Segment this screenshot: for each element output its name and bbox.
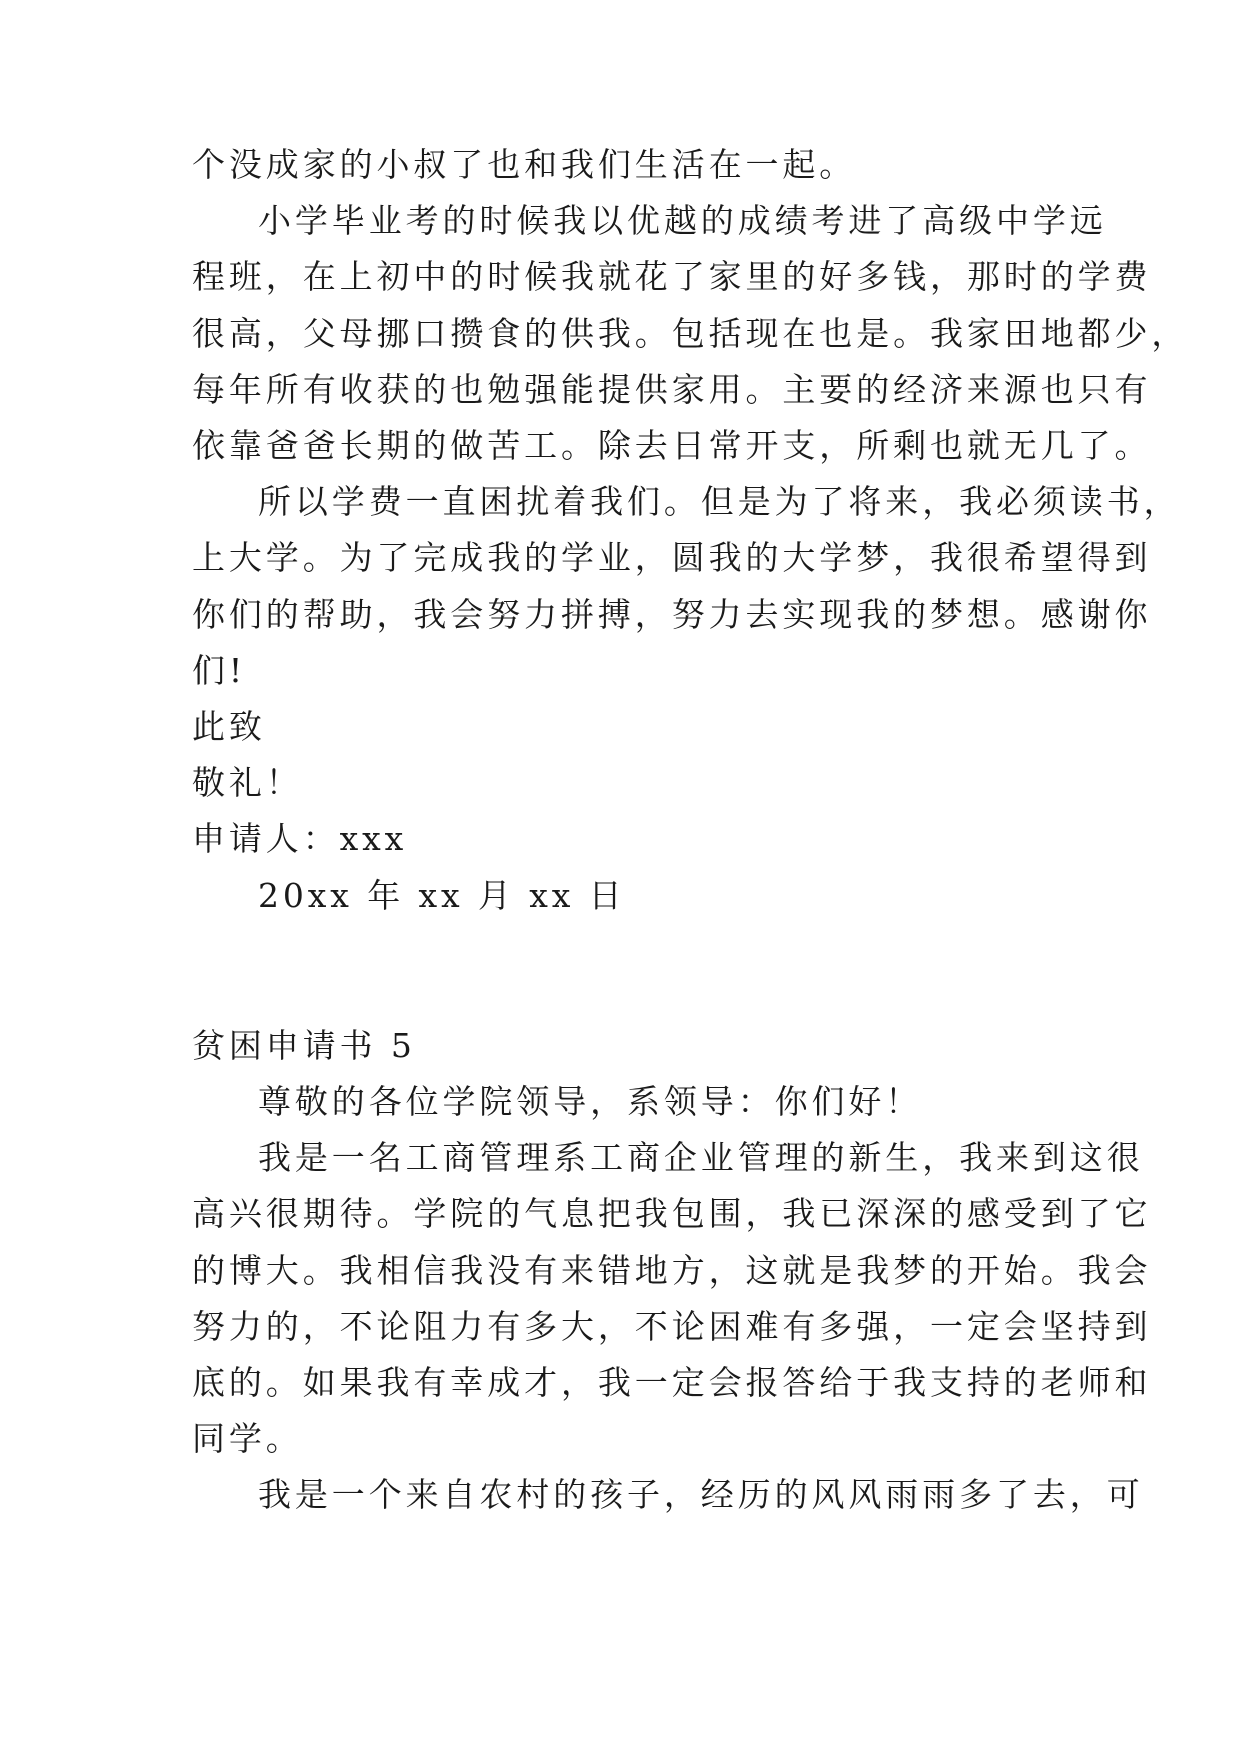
text-line: 上大学。为了完成我的学业，圆我的大学梦，我很希望得到 [192, 538, 1152, 577]
applicant-signature: 申请人：xxx [192, 819, 408, 858]
text-line: 程班，在上初中的时候我就花了家里的好多钱，那时的学费 [192, 257, 1152, 296]
text-line: 高兴很期待。学院的气息把我包围，我已深深的感受到了它 [192, 1194, 1152, 1233]
text-line: 的博大。我相信我没有来错地方，这就是我梦的开始。我会 [192, 1251, 1152, 1290]
letter-greeting: 尊敬的各位学院领导，系领导：你们好！ [258, 1082, 923, 1121]
paragraph-start-line: 小学毕业考的时候我以优越的成绩考进了高级中学远 [258, 201, 1107, 240]
paragraph-start-line: 所以学费一直困扰着我们。但是为了将来，我必须读书， [258, 482, 1181, 521]
text-line: 你们的帮助，我会努力拼搏，努力去实现我的梦想。感谢你 [192, 595, 1152, 634]
text-line: 努力的，不论阻力有多大，不论困难有多强，一定会坚持到 [192, 1307, 1152, 1346]
closing-salutation: 此致 [192, 707, 266, 746]
text-line: 底的。如果我有幸成才，我一定会报答给于我支持的老师和 [192, 1363, 1152, 1402]
closing-regards: 敬礼！ [192, 763, 303, 802]
section-title: 贫困申请书 5 [192, 1026, 416, 1065]
paragraph-start-line: 我是一名工商管理系工商企业管理的新生，我来到这很 [258, 1138, 1144, 1177]
text-line: 很高，父母挪口攒食的供我。包括现在也是。我家田地都少， [192, 314, 1189, 353]
text-line: 每年所有收获的也勉强能提供家用。主要的经济来源也只有 [192, 370, 1152, 409]
paragraph-start-line: 我是一个来自农村的孩子，经历的风风雨雨多了去，可 [258, 1475, 1144, 1514]
text-line: 个没成家的小叔了也和我们生活在一起。 [192, 145, 857, 184]
text-line: 同学。 [192, 1419, 303, 1458]
text-line: 依靠爸爸长期的做苦工。除去日常开支，所剩也就无几了。 [192, 426, 1152, 465]
letter-date: 20xx 年 xx 月 xx 日 [258, 876, 626, 915]
text-line: 们! [192, 651, 247, 690]
